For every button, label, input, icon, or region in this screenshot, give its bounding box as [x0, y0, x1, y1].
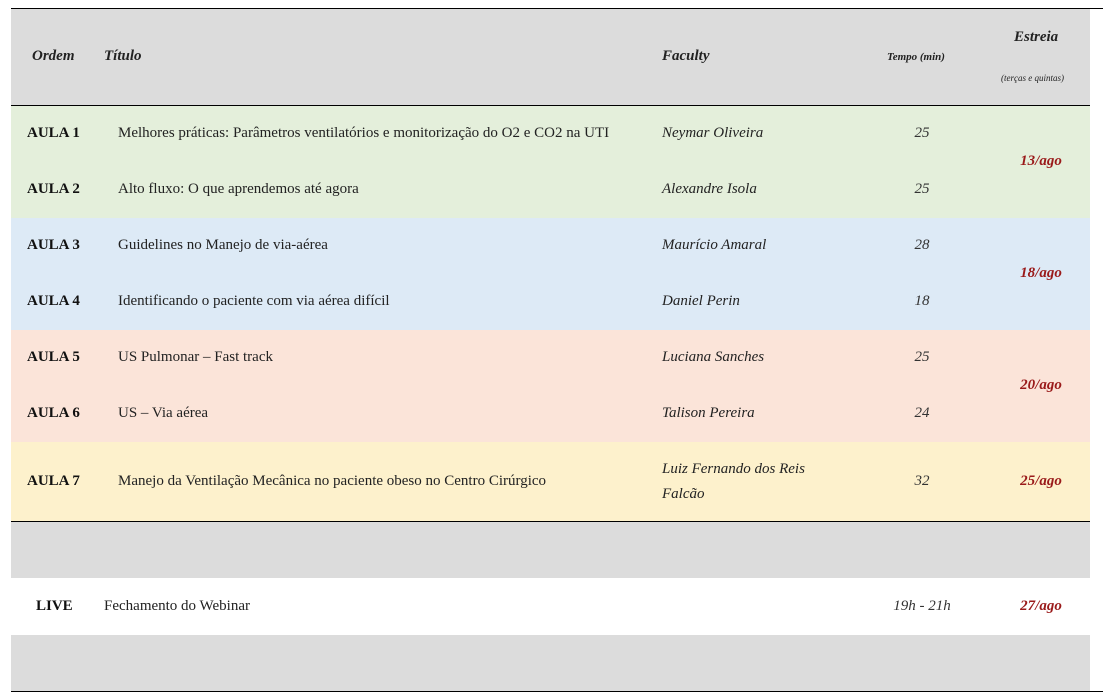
tempo-cell: 18: [914, 293, 930, 309]
spacer-band: [11, 522, 1090, 578]
faculty-cell-line2: Falcão: [662, 486, 705, 502]
titulo-cell: Alto fluxo: O que aprendemos até agora: [118, 181, 359, 197]
estreia-date: 25/ago: [1020, 473, 1062, 489]
titulo-cell: Melhores práticas: Parâmetros ventilatórios e monitorização do O2 e CO2 na UTI: [118, 125, 610, 141]
faculty-cell: Daniel Perin: [662, 293, 740, 309]
header-titulo: Título: [104, 48, 142, 64]
header-estreia-sub: (terças e quintas): [1001, 73, 1064, 83]
faculty-cell-line1: Luiz Fernando dos Reis: [662, 461, 805, 477]
ordem-cell: AULA 5: [27, 349, 80, 365]
table-row: [11, 106, 1090, 162]
group-25-ago: [11, 442, 1090, 521]
spacer-band-bottom: [11, 635, 1090, 691]
live-titulo: Fechamento do Webinar: [104, 598, 250, 614]
table-row: [11, 330, 1090, 386]
group-20-ago: [11, 330, 1090, 442]
header-ordem: Ordem: [32, 48, 75, 64]
tempo-cell: 32: [914, 473, 930, 489]
group-18-ago: [11, 218, 1090, 330]
table-row: [11, 442, 1090, 521]
titulo-cell: Identificando o paciente com via aérea difícil: [118, 293, 390, 309]
tempo-cell: 25: [914, 125, 930, 141]
estreia-date: 13/ago: [1020, 153, 1062, 169]
table-bottom-border: [11, 691, 1103, 692]
header-estreia: Estreia: [1014, 29, 1059, 45]
live-ordem: LIVE: [36, 598, 73, 614]
ordem-cell: AULA 3: [27, 237, 80, 253]
live-tempo: 19h - 21h: [893, 598, 951, 614]
tempo-cell: 25: [914, 349, 930, 365]
titulo-cell: US – Via aérea: [118, 405, 209, 421]
ordem-cell: AULA 2: [27, 181, 80, 197]
titulo-cell: Manejo da Ventilação Mecânica no paciente obeso no Centro Cirúrgico: [118, 473, 547, 489]
live-row: [11, 578, 1090, 635]
estreia-date: 20/ago: [1020, 377, 1062, 393]
titulo-cell: US Pulmonar – Fast track: [118, 349, 273, 365]
ordem-cell: AULA 1: [27, 125, 80, 141]
faculty-cell: Alexandre Isola: [662, 181, 757, 197]
faculty-cell: Neymar Oliveira: [662, 125, 764, 141]
faculty-cell: Maurício Amaral: [662, 237, 767, 253]
faculty-cell: Luciana Sanches: [662, 349, 765, 365]
ordem-cell: AULA 6: [27, 405, 80, 421]
table-row: [11, 218, 1090, 274]
titulo-cell: Guidelines no Manejo de via-aérea: [118, 237, 328, 253]
header-tempo: Tempo (min): [887, 51, 945, 63]
tempo-cell: 25: [914, 181, 930, 197]
faculty-cell: Talison Pereira: [662, 405, 755, 421]
table-row: [11, 386, 1090, 442]
ordem-cell: AULA 4: [27, 293, 80, 309]
table-row: [11, 274, 1090, 330]
tempo-cell: 28: [914, 237, 930, 253]
estreia-date: 18/ago: [1020, 265, 1062, 281]
table-row: [11, 162, 1090, 218]
tempo-cell: 24: [914, 405, 930, 421]
header-faculty: Faculty: [662, 48, 710, 64]
live-estreia: 27/ago: [1020, 598, 1062, 614]
table-header: [11, 9, 1090, 106]
group-13-ago: [11, 106, 1090, 218]
ordem-cell: AULA 7: [27, 473, 80, 489]
